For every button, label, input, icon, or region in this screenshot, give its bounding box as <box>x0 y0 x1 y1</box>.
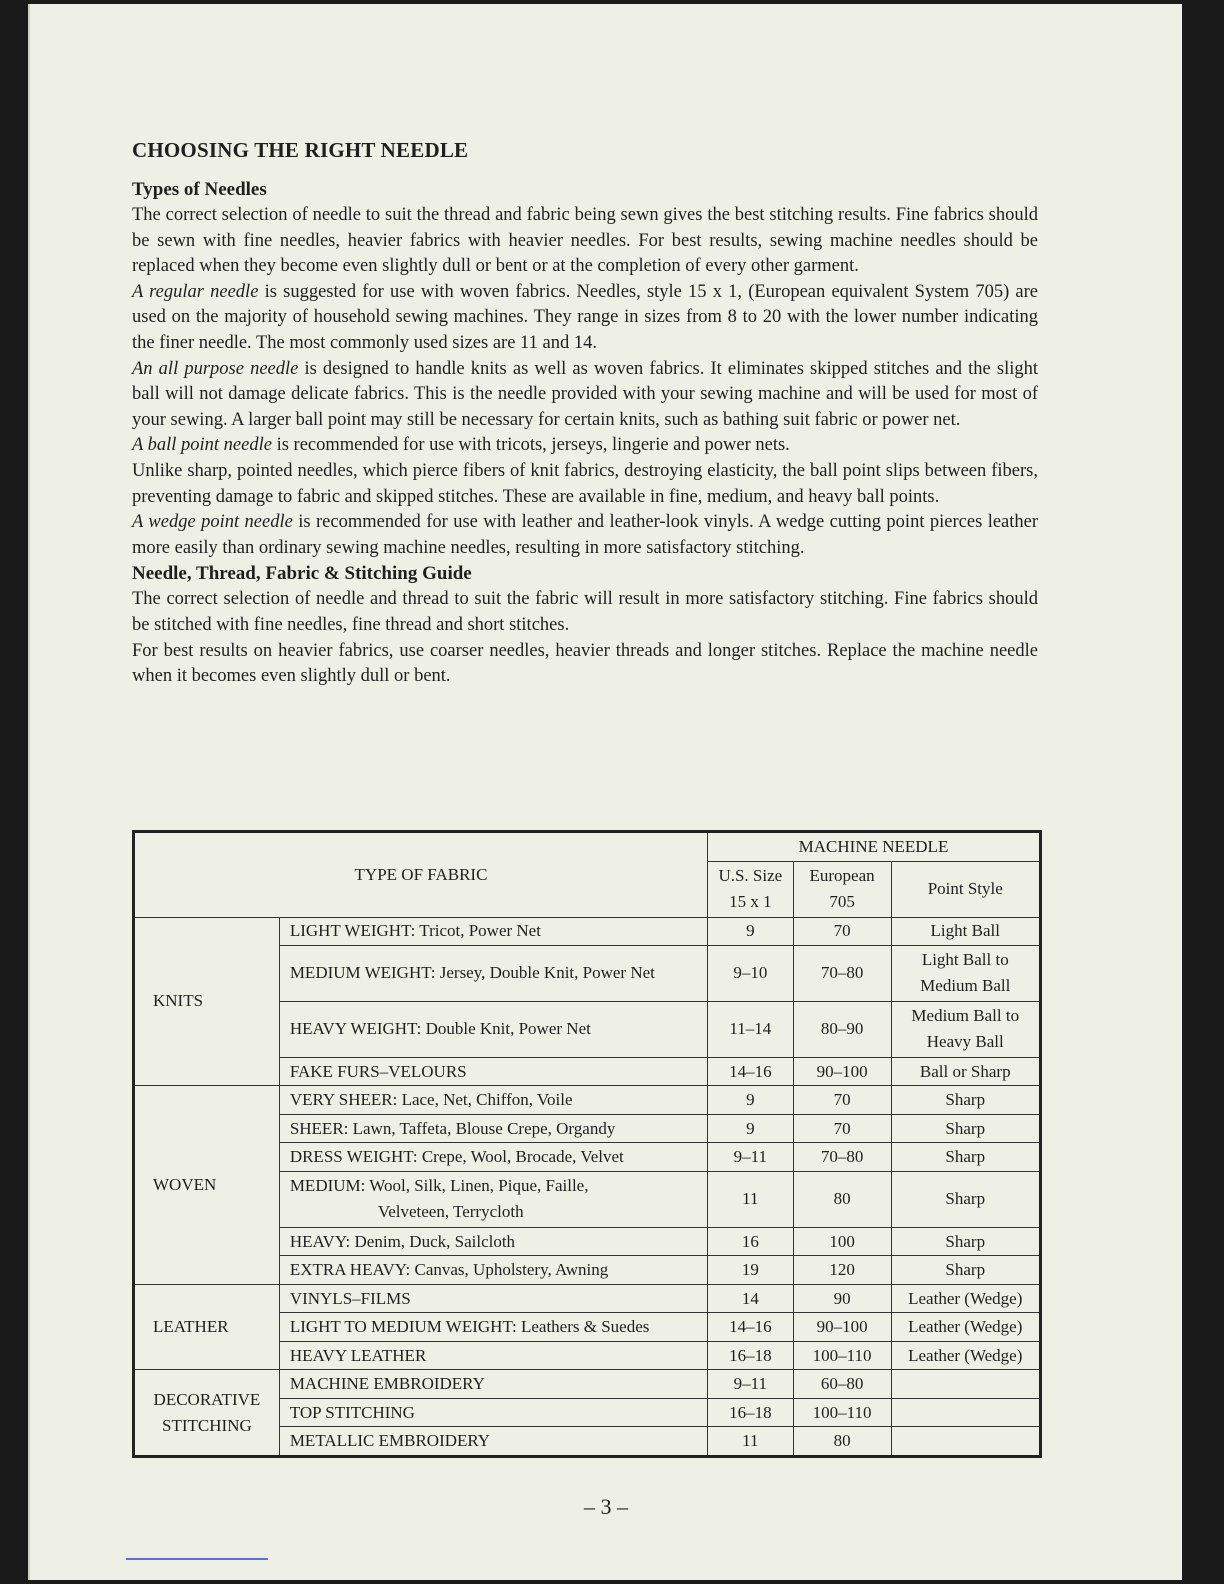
us-size-cell: 11–14 <box>707 1001 793 1057</box>
fabric-cell: MEDIUM WEIGHT: Jersey, Double Knit, Power Net <box>279 946 707 1002</box>
european-cell: 100 <box>793 1227 891 1256</box>
machine-needle-header: MACHINE NEEDLE <box>707 832 1040 862</box>
us-size-cell: 11 <box>707 1171 793 1227</box>
us-size-cell: 14 <box>707 1284 793 1313</box>
fabric-cell: FAKE FURS–VELOURS <box>279 1057 707 1086</box>
ball-point-term: A ball point needle <box>132 435 272 456</box>
point-style-line-2: Heavy Ball <box>926 1032 1004 1052</box>
european-cell: 90–100 <box>793 1313 891 1342</box>
us-size-cell: 16 <box>707 1227 793 1256</box>
point-style-cell <box>891 1398 1040 1427</box>
ball-point-paragraph <box>132 433 1038 459</box>
fabric-cell: LIGHT TO MEDIUM WEIGHT: Leathers & Suedes <box>279 1313 707 1342</box>
us-size-label: U.S. Size <box>718 866 783 886</box>
regular-needle-term: A regular needle <box>132 281 259 302</box>
european-cell: 100–110 <box>793 1341 891 1370</box>
guide-heading: Needle, Thread, Fabric & Stitching Guide <box>132 563 472 585</box>
us-size-cell: 19 <box>707 1256 793 1285</box>
guide-paragraph-2: For best results on heavier fabrics, use coarser needles, heavier threads and longer stitches. Replace the machine needle when it becomes even slightly dull or bent. <box>132 640 1038 687</box>
european-cell: 70 <box>793 1086 891 1115</box>
point-style-cell: Sharp <box>891 1114 1040 1143</box>
us-size-cell: 9–11 <box>707 1143 793 1172</box>
point-style-cell: Sharp <box>891 1086 1040 1115</box>
all-purpose-paragraph <box>132 357 1038 434</box>
us-size-cell: 9–10 <box>707 946 793 1002</box>
fabric-cell: METALLIC EMBROIDERY <box>279 1427 707 1457</box>
european-cell: 90–100 <box>793 1057 891 1086</box>
fabric-cell: DRESS WEIGHT: Crepe, Wool, Brocade, Velvet <box>279 1143 707 1172</box>
european-cell: 80–90 <box>793 1001 891 1057</box>
point-style-cell: Leather (Wedge) <box>891 1284 1040 1313</box>
point-style-cell: Leather (Wedge) <box>891 1313 1040 1342</box>
european-cell: 120 <box>793 1256 891 1285</box>
us-size-cell: 9 <box>707 1114 793 1143</box>
category-decorative-line-1: DECORATIVE <box>153 1389 261 1409</box>
category-leather: LEATHER <box>134 1284 280 1370</box>
guide-paragraph-1: The correct selection of needle and thread to suit the fabric will result in more satisfactory stitching. Fine fabrics should be stitched with fine needles, fine thread and short stitches. <box>132 589 1038 635</box>
fabric-cell: SHEER: Lawn, Taffeta, Blouse Crepe, Organdy <box>279 1114 707 1143</box>
all-purpose-term: An all purpose needle <box>132 358 299 379</box>
category-knits: KNITS <box>134 917 280 1086</box>
fabric-cell: MACHINE EMBROIDERY <box>279 1370 707 1399</box>
fabric-cell <box>279 1171 707 1227</box>
page-title: CHOOSING THE RIGHT NEEDLE <box>132 138 469 162</box>
point-style-cell: Sharp <box>891 1143 1040 1172</box>
table-row <box>134 917 1041 946</box>
us-size-cell: 16–18 <box>707 1398 793 1427</box>
fabric-cell: HEAVY LEATHER <box>279 1341 707 1370</box>
fabric-cell: TOP STITCHING <box>279 1398 707 1427</box>
us-size-cell: 14–16 <box>707 1313 793 1342</box>
regular-needle-text: is suggested for use with woven fabrics. Needles, style 15 x 1, (European equivalent System 705) are used on the majority of household sewing machines. They range in sizes from 8 to 20 with the lower number indicating the finer needle. The most commonly used sizes are 11 and 14. <box>132 281 1039 353</box>
point-style-line-1: Light Ball to <box>921 950 1009 970</box>
us-size-cell: 9 <box>707 1086 793 1115</box>
fabric-cell: LIGHT WEIGHT: Tricot, Power Net <box>279 917 707 946</box>
table-row <box>134 1284 1041 1313</box>
point-style-cell: Leather (Wedge) <box>891 1341 1040 1370</box>
footer-line <box>126 1558 268 1560</box>
us-size-cell: 9 <box>707 917 793 946</box>
us-size-cell: 14–16 <box>707 1057 793 1086</box>
manual-page <box>28 4 1182 1580</box>
european-cell: 80 <box>793 1171 891 1227</box>
us-size-style: 15 x 1 <box>729 892 772 912</box>
fabric-cell: HEAVY: Denim, Duck, Sailcloth <box>279 1227 707 1256</box>
table-row <box>134 1370 1041 1399</box>
european-header <box>793 861 891 917</box>
us-size-cell: 16–18 <box>707 1341 793 1370</box>
types-heading: Types of Needles <box>132 179 267 200</box>
wedge-point-paragraph <box>132 510 1038 561</box>
unlike-paragraph: Unlike sharp, pointed needles, which pierce fibers of knit fabrics, destroying elasticity, the ball point slips between fibers, preventing damage to fabric and skipped stitches. These are available in fine, medium, and heavy ball points. <box>132 460 1038 507</box>
european-cell: 90 <box>793 1284 891 1313</box>
category-decorative-stitching <box>134 1370 280 1457</box>
european-cell: 80 <box>793 1427 891 1457</box>
fabric-cell: VINYLS–FILMS <box>279 1284 707 1313</box>
type-of-fabric-header: TYPE OF FABRIC <box>134 832 708 918</box>
european-cell: 100–110 <box>793 1398 891 1427</box>
european-cell: 60–80 <box>793 1370 891 1399</box>
table-row <box>134 1086 1041 1115</box>
category-decorative-line-2: STITCHING <box>162 1415 252 1435</box>
point-style-cell <box>891 1001 1040 1057</box>
wedge-point-text: is recommended for use with leather and leather-look vinyls. A wedge cutting point pierces leather more easily than ordinary sewing machine needles, resulting in more satisfactory stitching. <box>132 512 1039 558</box>
point-style-cell: Sharp <box>891 1171 1040 1227</box>
point-style-cell: Ball or Sharp <box>891 1057 1040 1086</box>
european-cell: 70–80 <box>793 946 891 1002</box>
ball-point-text: is recommended for use with tricots, jerseys, lingerie and power nets. <box>271 435 790 456</box>
us-size-header <box>707 861 793 917</box>
point-style-header: Point Style <box>891 861 1040 917</box>
point-style-cell <box>891 946 1040 1002</box>
point-style-cell: Light Ball <box>891 917 1040 946</box>
fabric-line-1: MEDIUM: Wool, Silk, Linen, Pique, Faille, <box>289 1176 589 1196</box>
us-size-cell: 11 <box>707 1427 793 1457</box>
fabric-line-2: Velveteen, Terrycloth <box>377 1202 524 1222</box>
us-size-cell: 9–11 <box>707 1370 793 1399</box>
table-header-row <box>134 832 1041 862</box>
category-woven: WOVEN <box>134 1086 280 1284</box>
point-style-line-2: Medium Ball <box>920 976 1011 996</box>
regular-needle-paragraph <box>132 280 1038 357</box>
page-text <box>132 138 1038 690</box>
page-number: – 3 – <box>584 1494 628 1519</box>
fabric-cell: EXTRA HEAVY: Canvas, Upholstery, Awning <box>279 1256 707 1285</box>
fabric-cell: VERY SHEER: Lace, Net, Chiffon, Voile <box>279 1086 707 1115</box>
point-style-cell: Sharp <box>891 1227 1040 1256</box>
wedge-point-term: A wedge point needle <box>132 512 293 533</box>
european-cell: 70–80 <box>793 1143 891 1172</box>
fabric-cell: HEAVY WEIGHT: Double Knit, Power Net <box>279 1001 707 1057</box>
intro-paragraph: The correct selection of needle to suit the thread and fabric being sewn gives the best stitching results. Fine fabrics should be sewn with fine needles, heavier fabrics with heavier needles. For best results, sewing machine needles should be replaced when they become even slightly dull or bent or at the completion of every other garment. <box>132 205 1038 277</box>
european-label: European <box>809 866 875 886</box>
all-purpose-text: is designed to handle knits as well as woven fabrics. It eliminates skipped stitches and the slight ball will not damage delicate fabrics. This is the needle provided with your sewing machine and will be used for most of your sewing. A larger ball point may still be necessary for certain knits, such as bathing suit fabric or power net. <box>132 358 1038 430</box>
european-system: 705 <box>829 892 855 912</box>
needle-guide-table <box>132 830 1042 1458</box>
european-cell: 70 <box>793 1114 891 1143</box>
point-style-cell: Sharp <box>891 1256 1040 1285</box>
point-style-cell <box>891 1427 1040 1457</box>
point-style-line-1: Medium Ball to <box>911 1006 1020 1026</box>
european-cell: 70 <box>793 917 891 946</box>
point-style-cell <box>891 1370 1040 1399</box>
